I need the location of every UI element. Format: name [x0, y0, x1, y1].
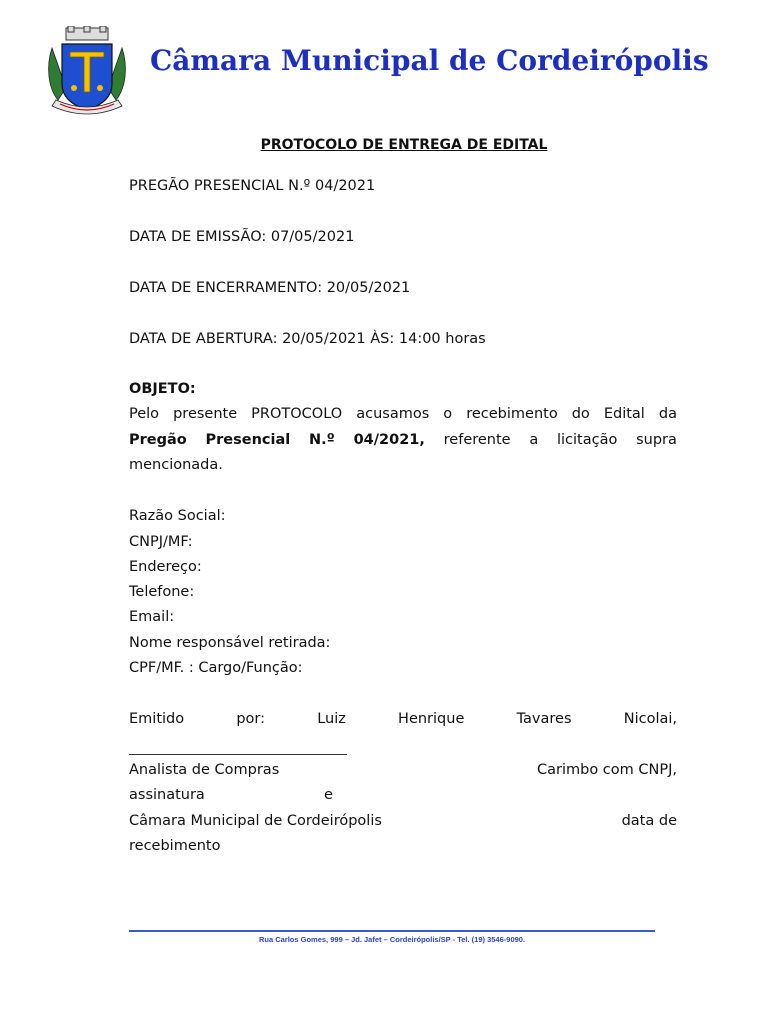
signature-row-3	[129, 813, 677, 829]
opening-date: DATA DE ABERTURA: 20/05/2021 ÀS: 14:00 horas	[129, 331, 486, 347]
word: Luiz	[317, 711, 346, 727]
word: do	[571, 406, 590, 422]
word: licitação	[557, 432, 618, 448]
pregao-number: PREGÃO PRESENCIAL N.º 04/2021	[129, 178, 376, 194]
word: PROTOCOLO	[251, 406, 343, 422]
word: recebimento	[466, 406, 558, 422]
signature-line	[129, 754, 347, 755]
word: Nicolai,	[623, 711, 677, 727]
signature-label: assinatura	[129, 787, 205, 803]
word: o	[443, 406, 453, 422]
objeto-line-1	[129, 406, 677, 422]
bold-word: N.º	[308, 432, 335, 448]
objeto-line-3: mencionada.	[129, 457, 223, 473]
word: Emitido	[129, 711, 185, 727]
conjunction-e: e	[324, 787, 333, 803]
emission-date: DATA DE EMISSÃO: 07/05/2021	[129, 229, 355, 245]
chamber-label: Câmara Municipal de Cordeirópolis	[129, 813, 382, 829]
footer-rule	[129, 930, 655, 932]
field-cpf-cargo: CPF/MF. : Cargo/Função:	[129, 660, 303, 676]
word: a	[529, 432, 539, 448]
field-email: Email:	[129, 609, 175, 625]
word: referente	[443, 432, 511, 448]
field-cnpj: CNPJ/MF:	[129, 534, 193, 550]
footer-address: Rua Carlos Gomes, 999 – Jd. Jafet – Cordeirópolis/SP - Tel. (19) 3546-9090.	[258, 935, 526, 944]
closing-date: DATA DE ENCERRAMENTO: 20/05/2021	[129, 280, 411, 296]
word: acusamos	[356, 406, 430, 422]
page-title: Câmara Municipal de Cordeirópolis	[150, 44, 709, 77]
word: supra	[636, 432, 677, 448]
word: da	[658, 406, 677, 422]
analyst-label: Analista de Compras	[129, 762, 280, 778]
objeto-line-2	[129, 432, 677, 448]
word: Tavares	[516, 711, 572, 727]
word: Edital	[603, 406, 645, 422]
signature-row-1	[129, 762, 677, 778]
field-telefone: Telefone:	[129, 584, 195, 600]
word: Pelo	[129, 406, 160, 422]
field-responsavel: Nome responsável retirada:	[129, 635, 331, 651]
issued-by-line	[129, 711, 677, 727]
field-endereco: Endereço:	[129, 559, 202, 575]
bold-word: Pregão	[129, 432, 187, 448]
field-razao-social: Razão Social:	[129, 508, 226, 524]
date-label: data de	[621, 813, 677, 829]
bold-word: Presencial	[205, 432, 291, 448]
stamp-label: Carimbo com CNPJ,	[537, 762, 677, 778]
word: presente	[173, 406, 238, 422]
municipal-coat-of-arms-icon	[46, 26, 128, 122]
receipt-label: recebimento	[129, 838, 221, 854]
objeto-label: OBJETO:	[129, 381, 196, 397]
document-title: PROTOCOLO DE ENTREGA DE EDITAL	[260, 137, 548, 153]
word: por:	[236, 711, 265, 727]
word: Henrique	[398, 711, 465, 727]
bold-word: 04/2021,	[353, 432, 425, 448]
